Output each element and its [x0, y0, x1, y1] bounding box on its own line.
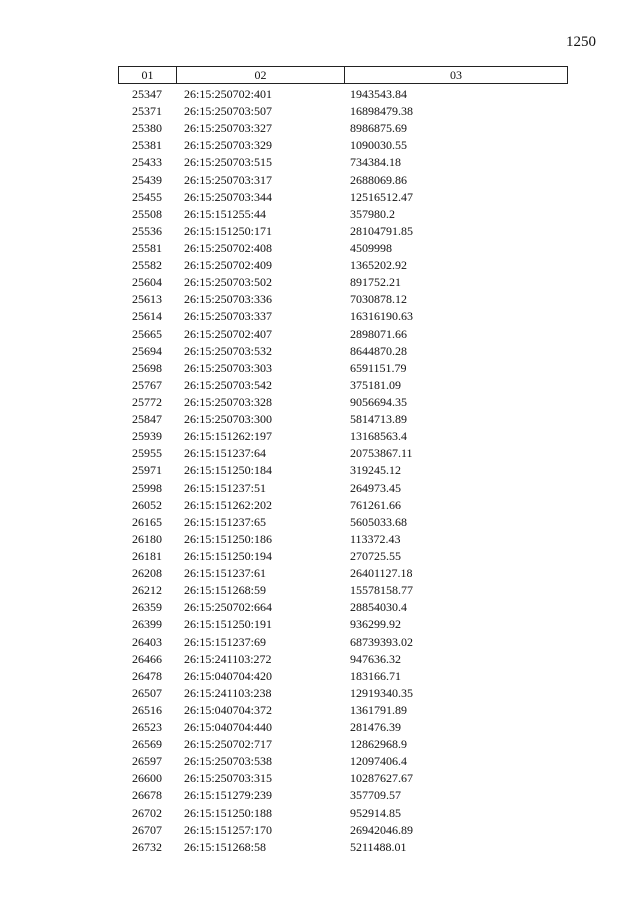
- cell-cadastral-number: 26:15:250703:315: [184, 771, 273, 786]
- table-row: [118, 189, 568, 206]
- cell-value: 8986875.69: [350, 121, 407, 136]
- table-row: [118, 582, 568, 599]
- cell-value: 936299.92: [350, 617, 401, 632]
- cell-cadastral-number: 26:15:151237:64: [184, 446, 267, 461]
- cell-cadastral-number: 26:15:151250:194: [184, 548, 273, 563]
- cell-value: 1090030.55: [350, 138, 407, 153]
- cell-value: 1943543.84: [350, 87, 407, 101]
- cell-value: 12919340.35: [350, 685, 413, 700]
- cell-cadastral-number: 26:15:250703:538: [184, 754, 273, 769]
- table-row: [118, 685, 568, 702]
- table-row: [118, 445, 568, 462]
- cell-cadastral-number: 26:15:250703:329: [184, 138, 273, 153]
- column-header-03: 03: [450, 68, 462, 82]
- cell-value: 26401127.18: [350, 566, 413, 581]
- cell-cadastral-number: 26:15:040704:440: [184, 720, 273, 735]
- cell-id: 26707: [132, 822, 162, 837]
- cell-id: 25347: [132, 87, 162, 101]
- cell-cadastral-number: 26:15:241103:272: [184, 651, 272, 666]
- cell-cadastral-number: 26:15:250703:336: [184, 292, 273, 307]
- column-header-01: 01: [119, 67, 177, 83]
- cell-value: 26942046.89: [350, 822, 413, 837]
- cell-value: 1361791.89: [350, 702, 407, 717]
- cell-id: 26523: [132, 720, 162, 735]
- cell-cadastral-number: 26:15:151250:191: [184, 617, 273, 632]
- table-row: [118, 86, 568, 103]
- cell-id: 26399: [132, 617, 162, 632]
- cell-value: 15578158.77: [350, 583, 413, 598]
- cell-cadastral-number: 26:15:250703:303: [184, 360, 273, 375]
- cell-id: 26181: [132, 548, 162, 563]
- cell-cadastral-number: 26:15:151279:239: [184, 788, 273, 803]
- cell-value: 2688069.86: [350, 172, 407, 187]
- cell-cadastral-number: 26:15:250702:717: [184, 737, 273, 752]
- cell-id: 26507: [132, 685, 162, 700]
- cell-id: 25694: [132, 343, 162, 358]
- cell-value: 10287627.67: [350, 771, 413, 786]
- cell-id: 25508: [132, 206, 162, 221]
- cell-cadastral-number: 26:15:250702:401: [184, 87, 273, 101]
- cell-cadastral-number: 26:15:040704:372: [184, 702, 273, 717]
- table-row: [118, 394, 568, 411]
- cell-cadastral-number: 26:15:151250:186: [184, 531, 273, 546]
- column-header-02: 02: [177, 67, 345, 83]
- cell-id: 26212: [132, 583, 162, 598]
- cell-value: 16316190.63: [350, 309, 413, 324]
- table-row: [118, 326, 568, 343]
- cell-cadastral-number: 26:15:151255:44: [184, 206, 267, 221]
- table-row: [118, 616, 568, 633]
- cell-cadastral-number: 26:15:151237:61: [184, 566, 267, 581]
- cell-id: 25772: [132, 394, 162, 409]
- cell-cadastral-number: 26:15:151262:197: [184, 429, 273, 444]
- cell-cadastral-number: 26:15:250702:664: [184, 600, 273, 615]
- cell-cadastral-number: 26:15:151237:65: [184, 514, 267, 529]
- cell-value: 13168563.4: [350, 429, 407, 444]
- cell-id: 26569: [132, 737, 162, 752]
- cell-cadastral-number: 26:15:250703:344: [184, 189, 273, 204]
- table-row: [118, 599, 568, 616]
- cell-id: 26478: [132, 668, 162, 683]
- cell-id: 26208: [132, 566, 162, 581]
- cell-cadastral-number: 26:15:250702:409: [184, 258, 273, 273]
- table-row: [118, 462, 568, 479]
- table-row: [118, 531, 568, 548]
- cell-value: 952914.85: [350, 805, 401, 820]
- table-row: [118, 839, 568, 856]
- cell-cadastral-number: 26:15:151250:188: [184, 805, 273, 820]
- cell-value: 9056694.35: [350, 394, 407, 409]
- cell-cadastral-number: 26:15:241103:238: [184, 685, 272, 700]
- cell-cadastral-number: 26:15:151268:59: [184, 583, 267, 598]
- cell-cadastral-number: 26:15:151257:170: [184, 822, 273, 837]
- cell-id: 26678: [132, 788, 162, 803]
- table-row: [118, 103, 568, 120]
- table-row: [118, 548, 568, 565]
- cell-cadastral-number: 26:15:250703:327: [184, 121, 273, 136]
- cell-cadastral-number: 26:15:151250:184: [184, 463, 273, 478]
- cell-cadastral-number: 26:15:250703:507: [184, 104, 273, 119]
- page-number: 1250: [566, 34, 596, 50]
- cell-value: 5814713.89: [350, 412, 407, 427]
- cell-value: 761261.66: [350, 497, 401, 512]
- cell-id: 25439: [132, 172, 162, 187]
- table-row: [118, 753, 568, 770]
- cell-cadastral-number: 26:15:151262:202: [184, 497, 273, 512]
- table-row: [118, 770, 568, 787]
- cell-cadastral-number: 26:15:250702:407: [184, 326, 273, 341]
- table-row: [118, 274, 568, 291]
- cell-value: 183166.71: [350, 668, 401, 683]
- cell-id: 26516: [132, 702, 162, 717]
- table-row: [118, 223, 568, 240]
- table-row: [118, 154, 568, 171]
- table-body: [118, 86, 568, 856]
- cell-value: 6591151.79: [350, 360, 407, 375]
- table-row: [118, 137, 568, 154]
- cell-value: 12516512.47: [350, 189, 413, 204]
- cell-id: 25604: [132, 275, 162, 290]
- cell-value: 947636.32: [350, 651, 401, 666]
- table-row: [118, 120, 568, 137]
- cell-id: 25998: [132, 480, 162, 495]
- table-row: [118, 719, 568, 736]
- table-row: [118, 360, 568, 377]
- cell-cadastral-number: 26:15:250703:542: [184, 377, 273, 392]
- table-row: [118, 257, 568, 274]
- cell-id: 25847: [132, 412, 162, 427]
- table-row: [118, 514, 568, 531]
- cell-id: 25371: [132, 104, 162, 119]
- cell-value: 16898479.38: [350, 104, 413, 119]
- cell-id: 25582: [132, 258, 162, 273]
- cell-value: 319245.12: [350, 463, 401, 478]
- cell-id: 25536: [132, 223, 162, 238]
- cell-cadastral-number: 26:15:250703:502: [184, 275, 273, 290]
- cell-value: 734384.18: [350, 155, 401, 170]
- table-row: [118, 428, 568, 445]
- cell-value: 113372.43: [350, 531, 401, 546]
- table-row: [118, 308, 568, 325]
- cell-id: 26702: [132, 805, 162, 820]
- cell-cadastral-number: 26:15:151250:171: [184, 223, 273, 238]
- cell-value: 28104791.85: [350, 223, 413, 238]
- cell-value: 8644870.28: [350, 343, 407, 358]
- cell-value: 891752.21: [350, 275, 401, 290]
- table-row: [118, 565, 568, 582]
- table-row: [118, 651, 568, 668]
- cell-cadastral-number: 26:15:151237:69: [184, 634, 267, 649]
- table-row: [118, 702, 568, 719]
- table-header-row: [118, 66, 568, 84]
- cell-cadastral-number: 26:15:250703:337: [184, 309, 273, 324]
- cell-cadastral-number: 26:15:151268:58: [184, 839, 267, 854]
- table-row: [118, 343, 568, 360]
- cell-id: 25767: [132, 377, 162, 392]
- cell-value: 28854030.4: [350, 600, 407, 615]
- cell-value: 264973.45: [350, 480, 401, 495]
- cell-cadastral-number: 26:15:250702:408: [184, 240, 273, 255]
- cell-id: 25613: [132, 292, 162, 307]
- table-row: [118, 240, 568, 257]
- cell-id: 26359: [132, 600, 162, 615]
- cell-id: 25614: [132, 309, 162, 324]
- cell-cadastral-number: 26:15:250703:328: [184, 394, 273, 409]
- table-row: [118, 291, 568, 308]
- cell-value: 270725.55: [350, 548, 401, 563]
- table-row: [118, 668, 568, 685]
- cell-id: 25433: [132, 155, 162, 170]
- cell-id: 25698: [132, 360, 162, 375]
- cell-value: 5211488.01: [350, 839, 407, 854]
- cell-id: 26165: [132, 514, 162, 529]
- cell-id: 26052: [132, 497, 162, 512]
- cell-value: 1365202.92: [350, 258, 407, 273]
- cell-cadastral-number: 26:15:250703:515: [184, 155, 273, 170]
- table-row: [118, 805, 568, 822]
- cell-id: 25955: [132, 446, 162, 461]
- cell-value: 20753867.11: [350, 446, 413, 461]
- cell-id: 26403: [132, 634, 162, 649]
- table-row: [118, 497, 568, 514]
- table-row: [118, 206, 568, 223]
- cell-id: 26597: [132, 754, 162, 769]
- cell-value: 375181.09: [350, 377, 401, 392]
- cell-cadastral-number: 26:15:250703:317: [184, 172, 273, 187]
- cell-cadastral-number: 26:15:151237:51: [184, 480, 267, 495]
- table-row: [118, 480, 568, 497]
- cell-id: 25971: [132, 463, 162, 478]
- cell-value: 7030878.12: [350, 292, 407, 307]
- table-row: [118, 787, 568, 804]
- data-table: [118, 66, 568, 856]
- cell-value: 12862968.9: [350, 737, 407, 752]
- cell-id: 25455: [132, 189, 162, 204]
- cell-id: 26600: [132, 771, 162, 786]
- table-row: [118, 634, 568, 651]
- cell-value: 5605033.68: [350, 514, 407, 529]
- cell-value: 357709.57: [350, 788, 401, 803]
- cell-value: 68739393.02: [350, 634, 413, 649]
- cell-id: 25380: [132, 121, 162, 136]
- cell-value: 357980.2: [350, 206, 395, 221]
- cell-id: 25381: [132, 138, 162, 153]
- cell-value: 4509998: [350, 240, 392, 255]
- cell-id: 26732: [132, 839, 162, 854]
- table-row: [118, 377, 568, 394]
- table-row: [118, 411, 568, 428]
- cell-cadastral-number: 26:15:250703:532: [184, 343, 273, 358]
- cell-id: 25581: [132, 240, 162, 255]
- cell-id: 25939: [132, 429, 162, 444]
- cell-cadastral-number: 26:15:040704:420: [184, 668, 273, 683]
- table-row: [118, 172, 568, 189]
- table-row: [118, 822, 568, 839]
- table-row: [118, 736, 568, 753]
- cell-value: 12097406.4: [350, 754, 407, 769]
- cell-cadastral-number: 26:15:250703:300: [184, 412, 273, 427]
- cell-value: 2898071.66: [350, 326, 407, 341]
- cell-id: 25665: [132, 326, 162, 341]
- cell-id: 26466: [132, 651, 162, 666]
- cell-value: 281476.39: [350, 720, 401, 735]
- cell-id: 26180: [132, 531, 162, 546]
